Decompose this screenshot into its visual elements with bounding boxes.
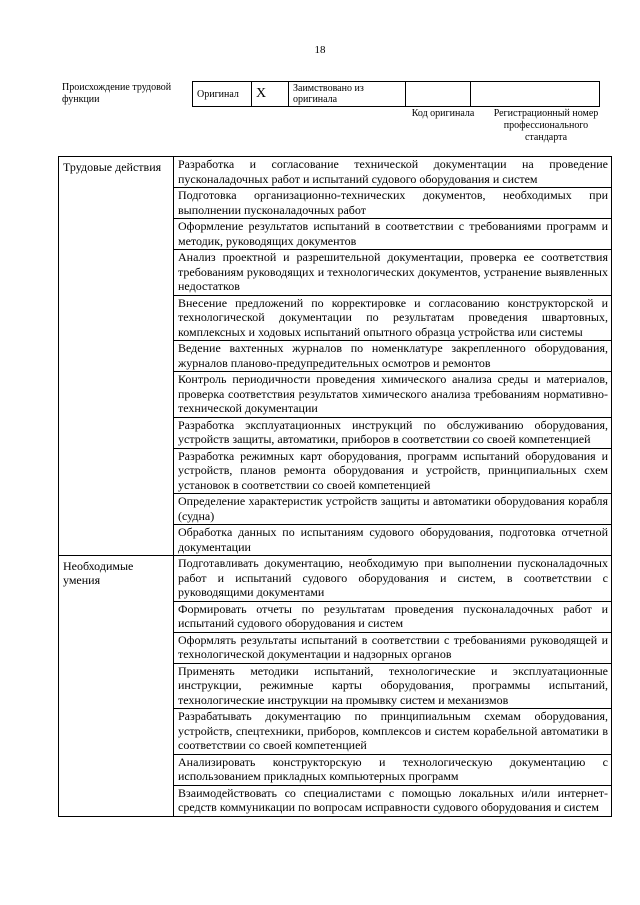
code-caption: Код оригинала — [411, 108, 475, 119]
action-item: Оформление результатов испытаний в соответствии с требованиями программ и методик, руководящих документов — [174, 219, 612, 250]
table-row — [59, 556, 612, 602]
reg-number-cell — [471, 82, 600, 107]
origin-label: Происхождение трудовой функции — [62, 82, 172, 105]
reg-number-caption: Регистрационный номер профессионального стандарта — [493, 108, 599, 143]
action-item: Контроль периодичности проведения химического анализа среды и материалов, проверка соответствия результатов химического анализа требованиям нормативно-технической документации — [174, 372, 612, 418]
action-item: Подготовка организационно-технических документов, необходимых при выполнении пусконаладочных работ — [174, 188, 612, 219]
action-item: Ведение вахтенных журналов по номенклатуре закрепленного оборудования, журналов планово-предупредительных осмотров и ремонтов — [174, 341, 612, 372]
action-item: Обработка данных по испытаниям судового оборудования, подготовка отчетной документации — [174, 525, 612, 556]
action-item: Внесение предложений по корректировке и согласованию конструкторской и технологической документации по результатам проведения швартовных, комплексных и ходовых испытаний опытного образца устройства или системы — [174, 295, 612, 341]
skill-item: Формировать отчеты по результатам проведения пусконаладочных работ и испытаний судового оборудования и систем — [174, 601, 612, 632]
action-item: Разработка эксплуатационных инструкций по обслуживанию оборудования, устройств защиты, автоматики, приборов в соответствии со своей компетенцией — [174, 417, 612, 448]
borrowed-label: Заимствовано из оригинала — [289, 82, 406, 107]
page-number: 18 — [314, 44, 326, 56]
skill-item: Оформлять результаты испытаний в соответствии с требованиями руководящей и технологической документации и надзорных органов — [174, 632, 612, 663]
section-title-actions: Трудовые действия — [59, 157, 174, 556]
skill-item: Подготавливать документацию, необходимую при выполнении пусконаладочных работ и испытаний судового оборудования и систем, в соответствии с руководящими документами — [174, 556, 612, 602]
original-label: Оригинал — [193, 82, 252, 107]
section-title-skills: Необходимые умения — [59, 556, 174, 817]
origin-table — [192, 81, 600, 107]
skill-item: Разрабатывать документацию по принципиальным схемам оборудования, устройств, спецтехники, приборов, комплексов и систем корабельной автоматики в соответствии со своей компетенцией — [174, 709, 612, 755]
action-item: Анализ проектной и разрешительной документации, проверка ее соответствия требованиям руководящих и технологических документов, устранение выявленных недостатков — [174, 250, 612, 296]
skill-item: Применять методики испытаний, технологические и эксплуатационные инструкции, режимные карты оборудования, программы испытаний, технологические инструкции на промывку систем и механизмов — [174, 663, 612, 709]
skill-item: Взаимодействовать со специалистами с помощью локальных и/или интернет-средств коммуникации по вопросам исправности судового оборудования и систем — [174, 785, 612, 816]
action-item: Разработка и согласование технической документации на проведение пусконаладочных работ и испытаний судового оборудования и систем — [174, 157, 612, 188]
labour-function-table — [58, 156, 612, 817]
original-mark: X — [252, 82, 289, 107]
table-row — [59, 157, 612, 188]
action-item: Разработка режимных карт оборудования, программ испытаний оборудования и устройств, планов ремонта оборудования и устройств, принципиальных схем установок в соответствии со своей компетенцией — [174, 448, 612, 494]
skill-item: Анализировать конструкторскую и технологическую документацию с использованием прикладных компьютерных программ — [174, 754, 612, 785]
action-item: Определение характеристик устройств защиты и автоматики оборудования корабля (судна) — [174, 494, 612, 525]
code-cell — [406, 82, 471, 107]
